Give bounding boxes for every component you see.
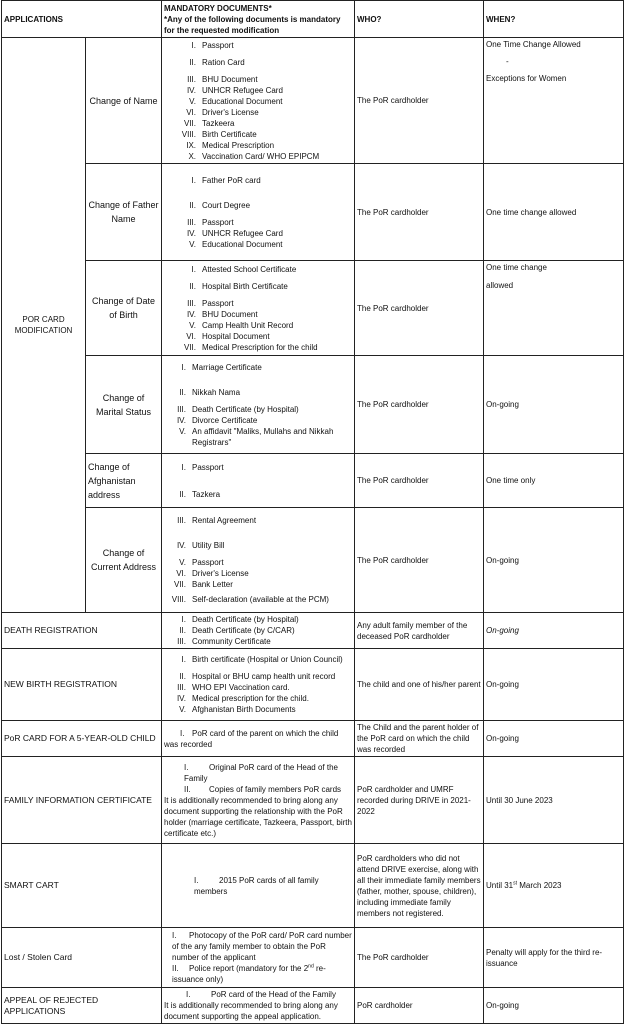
document-item — [164, 728, 352, 750]
doc-text: Passport — [202, 217, 234, 227]
doc-text: Rental Agreement — [192, 516, 257, 525]
application-name: Lost / Stolen Card — [2, 928, 162, 988]
document-item — [164, 151, 352, 162]
por-card-modification-label — [2, 38, 86, 613]
doc-number: I. — [191, 40, 196, 50]
document-item — [164, 704, 352, 715]
when-cell: One time change allowed — [484, 164, 624, 261]
doc-number: I. — [191, 264, 196, 274]
who-cell: PoR cardholders who did not attend DRIVE exercise, along with all their immediate family members (father, mother, spouse, children), including immediate family members not registered. — [355, 844, 484, 928]
header-when: WHEN? — [484, 1, 624, 38]
document-item — [164, 515, 352, 526]
who-cell: The PoR cardholder — [355, 928, 484, 988]
who-cell: The PoR cardholder — [355, 261, 484, 356]
document-item — [164, 963, 352, 985]
document-item — [164, 930, 352, 963]
who-cell: The PoR cardholder — [355, 38, 484, 164]
doc-number: V. — [179, 558, 186, 567]
when-line: Exceptions for Women — [486, 74, 567, 83]
when-text: March 2023 — [517, 881, 562, 890]
table-row — [2, 261, 624, 356]
documents-list — [164, 515, 352, 605]
doc-number: II. — [189, 281, 196, 291]
doc-text: Bank Letter — [192, 580, 233, 589]
doc-text: Death Certificate (by Hospital) — [192, 615, 299, 624]
doc-text: An affidavit "Maliks, Mullahs and Nikkah Registrars" — [192, 426, 334, 447]
document-item — [164, 40, 352, 51]
when-cell: On-going — [484, 721, 624, 757]
document-item — [164, 140, 352, 151]
when-cell: One time only — [484, 454, 624, 508]
when-cell: On-going — [484, 508, 624, 613]
documents-cell — [162, 164, 355, 261]
document-item — [164, 875, 352, 897]
when-cell: On-going — [484, 613, 624, 649]
doc-number: II. — [179, 672, 186, 681]
doc-number: I. — [181, 615, 186, 624]
doc-number: VI. — [176, 569, 186, 578]
doc-number: VII. — [183, 342, 196, 352]
application-name: Change of Afghanistan address — [86, 454, 162, 508]
document-item — [164, 594, 352, 605]
document-item — [164, 57, 352, 68]
document-item — [164, 228, 352, 239]
document-item — [164, 614, 352, 625]
document-item — [164, 320, 352, 331]
doc-number: IX. — [186, 140, 196, 150]
document-item — [164, 636, 352, 647]
who-cell: The PoR cardholder — [355, 508, 484, 613]
document-item — [164, 298, 352, 309]
documents-cell — [162, 508, 355, 613]
doc-text: BHU Document — [202, 309, 258, 319]
header-mandatory-note: *Any of the following documents is mandatory for the requested modification — [164, 14, 341, 35]
document-item — [164, 489, 352, 500]
table-row — [2, 721, 624, 757]
doc-number: I. — [181, 655, 186, 664]
document-item — [164, 342, 352, 353]
when-cell — [484, 38, 624, 164]
table-row — [2, 613, 624, 649]
doc-text: Police report (mandatory for the 2 — [189, 964, 309, 973]
document-item — [164, 74, 352, 85]
application-name: Change of Father Name — [86, 164, 162, 261]
doc-number: II. — [179, 626, 186, 635]
documents-list — [164, 362, 352, 448]
doc-number: VII. — [173, 580, 186, 589]
table-row — [2, 164, 624, 261]
document-item — [164, 404, 352, 415]
application-name: Change of Current Address — [86, 508, 162, 613]
section-label: POR CARD MODIFICATION — [14, 315, 73, 335]
doc-number: VI. — [186, 331, 196, 341]
application-name: SMART CART — [2, 844, 162, 928]
document-item — [164, 200, 352, 211]
doc-superscript: nd — [308, 963, 314, 970]
who-cell: The Child and the parent holder of the PoR card on which the child was recorded — [355, 721, 484, 757]
doc-text: WHO EPI Vaccination card. — [192, 683, 290, 692]
header-applications: APPLICATIONS — [2, 1, 162, 38]
when-cell — [484, 844, 624, 928]
application-name: FAMILY INFORMATION CERTIFICATE — [2, 757, 162, 844]
doc-text: Birth certificate (Hospital or Union Council) — [192, 655, 343, 664]
document-item — [164, 568, 352, 579]
table-row — [2, 508, 624, 613]
document-item — [164, 331, 352, 342]
document-item — [164, 462, 352, 473]
document-item — [164, 579, 352, 590]
doc-number: III. — [187, 298, 196, 308]
document-item — [164, 625, 352, 636]
who-cell: The child and one of his/her parent — [355, 649, 484, 721]
documents-list — [164, 462, 352, 500]
header-row — [2, 1, 624, 38]
doc-text: BHU Document — [202, 74, 258, 84]
documents-list — [164, 175, 352, 250]
doc-text: Medical prescription for the child. — [192, 694, 309, 703]
doc-number: V. — [179, 426, 186, 436]
application-name: DEATH REGISTRATION — [2, 613, 162, 649]
doc-number: I. — [194, 875, 199, 885]
doc-text: Driver's License — [192, 569, 249, 578]
doc-text: Self-declaration (available at the PCM) — [192, 595, 329, 604]
doc-text: UNHCR Refugee Card — [202, 85, 283, 95]
doc-text: re-issuance only) — [172, 964, 326, 984]
document-item — [164, 654, 352, 665]
who-cell: The PoR cardholder — [355, 454, 484, 508]
who-cell: PoR cardholder and UMRF recorded during DRIVE in 2021-2022 — [355, 757, 484, 844]
document-item — [164, 309, 352, 320]
doc-number: II. — [179, 387, 186, 397]
document-item — [164, 682, 352, 693]
doc-text: Ration Card — [202, 57, 245, 67]
recommendation-note: It is additionally recommended to bring along any document supporting the appeal application. — [164, 1001, 338, 1021]
document-item — [164, 671, 352, 682]
doc-text: Educational Document — [202, 239, 283, 249]
doc-number: V. — [189, 320, 196, 330]
documents-list — [164, 614, 352, 647]
documents-list — [164, 40, 352, 162]
doc-number: IV. — [186, 85, 196, 95]
doc-number: IV. — [176, 541, 186, 550]
doc-text: Marriage Certificate — [192, 362, 262, 372]
document-item — [164, 362, 352, 373]
doc-number: IV. — [186, 309, 196, 319]
when-cell: On-going — [484, 988, 624, 1024]
doc-number: VI. — [186, 107, 196, 117]
table-row — [2, 928, 624, 988]
documents-cell — [162, 38, 355, 164]
documents-cell — [162, 261, 355, 356]
table-row — [2, 649, 624, 721]
document-item — [164, 693, 352, 704]
document-item — [164, 989, 352, 1000]
document-item — [164, 762, 352, 784]
document-item — [164, 281, 352, 292]
doc-number: IV. — [176, 415, 186, 425]
when-text: Until 31 — [486, 881, 514, 890]
doc-number: I. — [172, 931, 177, 940]
doc-number: V. — [189, 96, 196, 106]
doc-number: II. — [189, 57, 196, 67]
when-line: allowed — [486, 281, 514, 290]
por-services-table — [1, 0, 624, 1024]
doc-number: I. — [180, 728, 185, 738]
doc-number: IV. — [176, 694, 186, 703]
document-item — [164, 426, 352, 448]
document-item — [164, 415, 352, 426]
doc-text: Passport — [202, 298, 234, 308]
doc-number: III. — [187, 74, 196, 84]
doc-number: I. — [184, 762, 189, 772]
doc-text: Utility Bill — [192, 541, 225, 550]
doc-text: 2015 PoR cards of all family members — [194, 875, 319, 896]
doc-text: Afghanistan Birth Documents — [192, 705, 296, 714]
documents-cell — [162, 721, 355, 757]
header-mandatory-title: MANDATORY DOCUMENTS* — [164, 3, 272, 13]
recommendation-note: It is additionally recommended to bring along any document supporting the relationship with the PoR holder (marriage certificate, Tazkeera, Passport, birth certificate etc.) — [164, 795, 352, 838]
document-item — [164, 557, 352, 568]
table-row — [2, 356, 624, 454]
doc-text: Passport — [192, 462, 224, 472]
when-cell: Until 30 June 2023 — [484, 757, 624, 844]
table-row — [2, 38, 624, 164]
who-cell: PoR cardholder — [355, 988, 484, 1024]
doc-text: Divorce Certificate — [192, 415, 258, 425]
doc-text: Tazkeera — [202, 118, 235, 128]
doc-text: Photocopy of the PoR card/ PoR card number of the any family member to obtain the PoR number of the applicant — [172, 931, 352, 962]
doc-text: Birth Certificate — [202, 129, 257, 139]
doc-text: Vaccination Card/ WHO EPIPCM — [202, 151, 320, 161]
when-cell: Penalty will apply for the third re-issuance — [484, 928, 624, 988]
table-row — [2, 844, 624, 928]
doc-text: Hospital Birth Certificate — [202, 281, 288, 291]
doc-text: Medical Prescription — [202, 140, 275, 150]
doc-number: II. — [189, 200, 196, 210]
doc-text: Educational Document — [202, 96, 283, 106]
table-row — [2, 988, 624, 1024]
application-name: NEW BIRTH REGISTRATION — [2, 649, 162, 721]
documents-cell — [162, 988, 355, 1024]
document-item — [164, 264, 352, 275]
documents-cell — [162, 613, 355, 649]
doc-text: Nikkah Nama — [192, 387, 241, 397]
documents-cell — [162, 757, 355, 844]
doc-number: III. — [177, 637, 186, 646]
when-superscript: st — [513, 880, 518, 887]
doc-text: UNHCR Refugee Card — [202, 228, 283, 238]
document-item — [164, 239, 352, 250]
doc-number: VIII. — [171, 595, 186, 604]
doc-number: III. — [177, 404, 186, 414]
doc-text: Community Certificate — [192, 637, 271, 646]
doc-text: Death Certificate (by C/CAR) — [192, 626, 295, 635]
application-name: PoR CARD FOR A 5-YEAR-OLD CHILD — [2, 721, 162, 757]
table-row — [2, 454, 624, 508]
header-mandatory-documents — [162, 1, 355, 38]
header-who: WHO? — [355, 1, 484, 38]
when-line: One Time Change Allowed — [486, 40, 581, 49]
who-cell: The PoR cardholder — [355, 164, 484, 261]
document-item — [164, 784, 352, 795]
documents-cell — [162, 356, 355, 454]
doc-number: V. — [189, 239, 196, 249]
documents-list — [164, 264, 352, 353]
doc-text: Father PoR card — [202, 175, 261, 185]
doc-number: III. — [187, 217, 196, 227]
when-cell: On-going — [484, 649, 624, 721]
doc-text: Driver's License — [202, 107, 259, 117]
doc-number: III. — [177, 516, 186, 525]
doc-number: VII. — [183, 118, 196, 128]
document-item — [164, 540, 352, 551]
doc-text: Hospital Document — [202, 331, 270, 341]
doc-text: Passport — [202, 40, 234, 50]
document-item — [164, 175, 352, 186]
doc-text: Camp Health Unit Record — [202, 320, 294, 330]
doc-text: Copies of family members PoR cards — [209, 784, 342, 794]
doc-number: IV. — [186, 228, 196, 238]
when-line: One time change — [486, 263, 547, 272]
doc-number: V. — [179, 705, 186, 714]
doc-text: Hospital or BHU camp health unit record — [192, 672, 336, 681]
doc-number: VIII. — [181, 129, 196, 139]
table-row — [2, 757, 624, 844]
document-item — [164, 118, 352, 129]
doc-number: I. — [191, 175, 196, 185]
document-item — [164, 96, 352, 107]
doc-number: II. — [172, 964, 179, 973]
doc-number: I. — [186, 990, 191, 999]
doc-text: PoR card of the Head of the Family — [211, 990, 336, 999]
doc-number: III. — [177, 683, 186, 692]
doc-text: PoR card of the parent on which the child was recorded — [164, 728, 339, 749]
doc-number: X. — [188, 151, 196, 161]
when-cell: On-going — [484, 356, 624, 454]
application-name: Change of Name — [86, 38, 162, 164]
doc-text: Attested School Certificate — [202, 264, 297, 274]
document-item — [164, 85, 352, 96]
doc-text: Court Degree — [202, 200, 251, 210]
doc-text: Original PoR card of the Head of the Family — [184, 762, 338, 783]
documents-cell — [162, 844, 355, 928]
who-cell: Any adult family member of the deceased PoR cardholder — [355, 613, 484, 649]
document-item — [164, 129, 352, 140]
documents-cell — [162, 454, 355, 508]
who-cell: The PoR cardholder — [355, 356, 484, 454]
documents-list — [164, 654, 352, 715]
doc-number: I. — [181, 362, 186, 372]
document-item — [164, 217, 352, 228]
documents-cell — [162, 928, 355, 988]
application-name: Change of Date of Birth — [86, 261, 162, 356]
application-name: Change of Marital Status — [86, 356, 162, 454]
application-name: APPEAL OF REJECTED APPLICATIONS — [2, 988, 162, 1024]
doc-number: II. — [179, 489, 186, 499]
document-item — [164, 107, 352, 118]
doc-text: Death Certificate (by Hospital) — [192, 404, 299, 414]
doc-number: II. — [184, 784, 191, 794]
doc-text: Medical Prescription for the child — [202, 342, 318, 352]
when-cell — [484, 261, 624, 356]
doc-text: Passport — [192, 558, 224, 567]
doc-number: I. — [181, 462, 186, 472]
doc-text: Tazkera — [192, 489, 221, 499]
document-item — [164, 387, 352, 398]
documents-cell — [162, 649, 355, 721]
when-line: - — [506, 57, 509, 66]
